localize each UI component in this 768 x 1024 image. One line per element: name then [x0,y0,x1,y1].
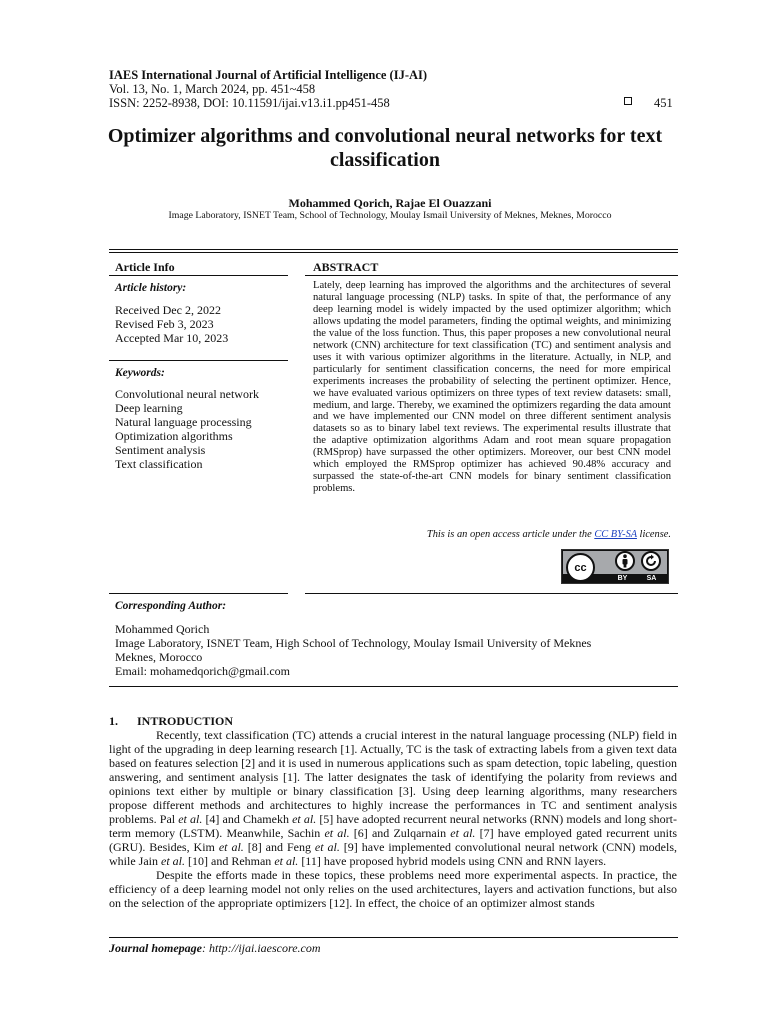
cc-by-sa-badge-icon[interactable] [561,549,669,584]
keyword-item: Text classification [115,457,203,471]
article-info-bottom-rule [109,593,288,594]
top-double-rule-1 [109,249,678,250]
corresponding-email: Email: mohamedqorich@gmail.com [115,664,291,678]
abstract-heading: ABSTRACT [313,260,379,274]
journal-name: IAES International Journal of Artificial Intelligence (IJ-AI) [109,68,428,82]
paper-title: Optimizer algorithms and convolutional neural networks for text classification [107,125,663,171]
keyword-item: Natural language processing [115,415,252,429]
creative-commons-icon: cc [566,553,595,582]
cc-by-sa-link[interactable]: CC BY-SA [594,529,637,540]
article-history-heading: Article history: [115,282,187,294]
revised-date: Revised Feb 3, 2023 [115,317,214,331]
section-title: INTRODUCTION [137,714,234,728]
keyword-item: Deep learning [115,401,183,415]
corresponding-affiliation: Image Laboratory, ISNET Team, High School of Technology, Moulay Ismail University of Meknes [115,636,592,650]
corresponding-author-heading: Corresponding Author: [115,600,227,612]
introduction-paragraph-2: Despite the efforts made in these topics, these problems need more experimental aspects. In practice, the efficiency of a deep learning model not only relies on the used architectures, layers and activation functions, but also on the selection of the appropriate optimizers [12]. In effect, the choice of an optimizer almost stands [109,868,677,910]
square-icon [624,97,632,105]
abstract-rule [305,275,678,276]
license-suffix: license. [636,529,671,540]
keywords-rule [109,360,288,361]
received-date: Received Dec 2, 2022 [115,303,221,317]
homepage-label: Journal homepage [109,941,203,955]
corresponding-author-block [115,622,591,678]
footer-rule [109,937,678,938]
accepted-date: Accepted Mar 10, 2023 [115,331,229,345]
license-line [313,529,671,540]
introduction-body [109,728,677,910]
article-info-rule [109,275,288,276]
authors: Mohammed Qorich, Rajae El Ouazzani [288,196,492,210]
section-heading-introduction [109,714,233,729]
top-double-rule-2 [109,252,678,253]
keyword-item: Optimization algorithms [115,429,233,443]
journal-homepage [109,941,321,956]
abstract-bottom-rule [305,593,678,594]
journal-volume: Vol. 13, No. 1, March 2024, pp. 451~458 [109,82,316,96]
corresponding-name: Mohammed Qorich [115,622,210,636]
license-prefix: This is an open access article under the [426,529,595,540]
keywords-heading: Keywords: [115,367,165,379]
keywords-list [115,387,259,471]
abstract-text: Lately, deep learning has improved the algorithms and the architectures of several natural language processing (NLP) tasks. In spite of that, the performance of any deep learning model is widely impacted by the used optimizer algorithm; which allows updating the model parameters, finding the optimal weights, and minimizing the value of the loss function. Thus, this paper proposes a new convolutional neural network (CNN) architecture for text classification (TC) and sentiment analysis and uses it with various optimizer algorithms in the literature. Actually, in NLP, and particularly for sentiment classification concerns, the need for more empirical experiments increases the probability of selecting the pertinent optimizer. Hence, we have evaluated various optimizers on three types of text review datasets: small, medium, and large. Thereby, we examined the optimizers regarding the data amount and we have implemented our CNN model on three different sentiment analysis datasets so as to binary label text reviews. The experimental results illustrate that the adaptive optimization algorithms Adam and root mean square propagation (RMSprop) have surpassed the other optimizers. Moreover, our best CNN model which employed the RMSprop optimizer has achieved 90.48% accuracy and surpassed the state-of-the-art CNN models for binary sentiment classification problems. [313,280,671,495]
article-info-heading: Article Info [115,260,175,274]
author-affiliation: Image Laboratory, ISNET Team, School of Technology, Moulay Ismail University of Meknes, Meknes, Morocco [168,210,612,221]
homepage-url[interactable]: : http://ijai.iaescore.com [202,941,321,955]
journal-issn-doi: ISSN: 2252-8938, DOI: 10.11591/ijai.v13.i1.pp451-458 [109,96,390,110]
section-number: 1. [109,714,118,728]
keyword-item: Convolutional neural network [115,387,259,401]
badge-sa-label: SA [646,574,657,582]
introduction-paragraph-1: Recently, text classification (TC) attends a crucial interest in the natural language processing (NLP) field in light of the upgrading in deep learning research [1]. Actually, TC is the task of extracting labels from a given text data based on features selection [2] and it is used in numerous applications such as spam detection, topic labeling, question answering, and sentiment analysis [1]. The latter designates the task of identifying the polarity from reviews and opinions text either by multiple or binary classification [3]. Using deep learning algorithms, many researchers propose different methods and architectures to highly increase the performances in TC and sentiment analysis problems. Pal et al. [4] and Chamekh et al. [5] have adopted recurrent neural networks (RNN) models and long short-term memory (LSTM). Meanwhile, Sachin et al. [6] and Zulqarnain et al. [7] have employed gated recurrent units (GRU). Besides, Kim et al. [8] and Feng et al. [9] have implemented convolutional neural network (CNN) models, while Jain et al. [10] and Rehman et al. [11] have proposed hybrid models using CNN and RNN layers. [109,728,678,868]
share-alike-icon [641,551,661,571]
corresponding-bottom-rule [109,686,678,687]
corresponding-city: Meknes, Morocco [115,650,203,664]
keyword-item: Sentiment analysis [115,443,206,457]
badge-by-label: BY [617,574,628,582]
page-number: 451 [654,96,673,110]
attribution-icon [615,551,635,571]
